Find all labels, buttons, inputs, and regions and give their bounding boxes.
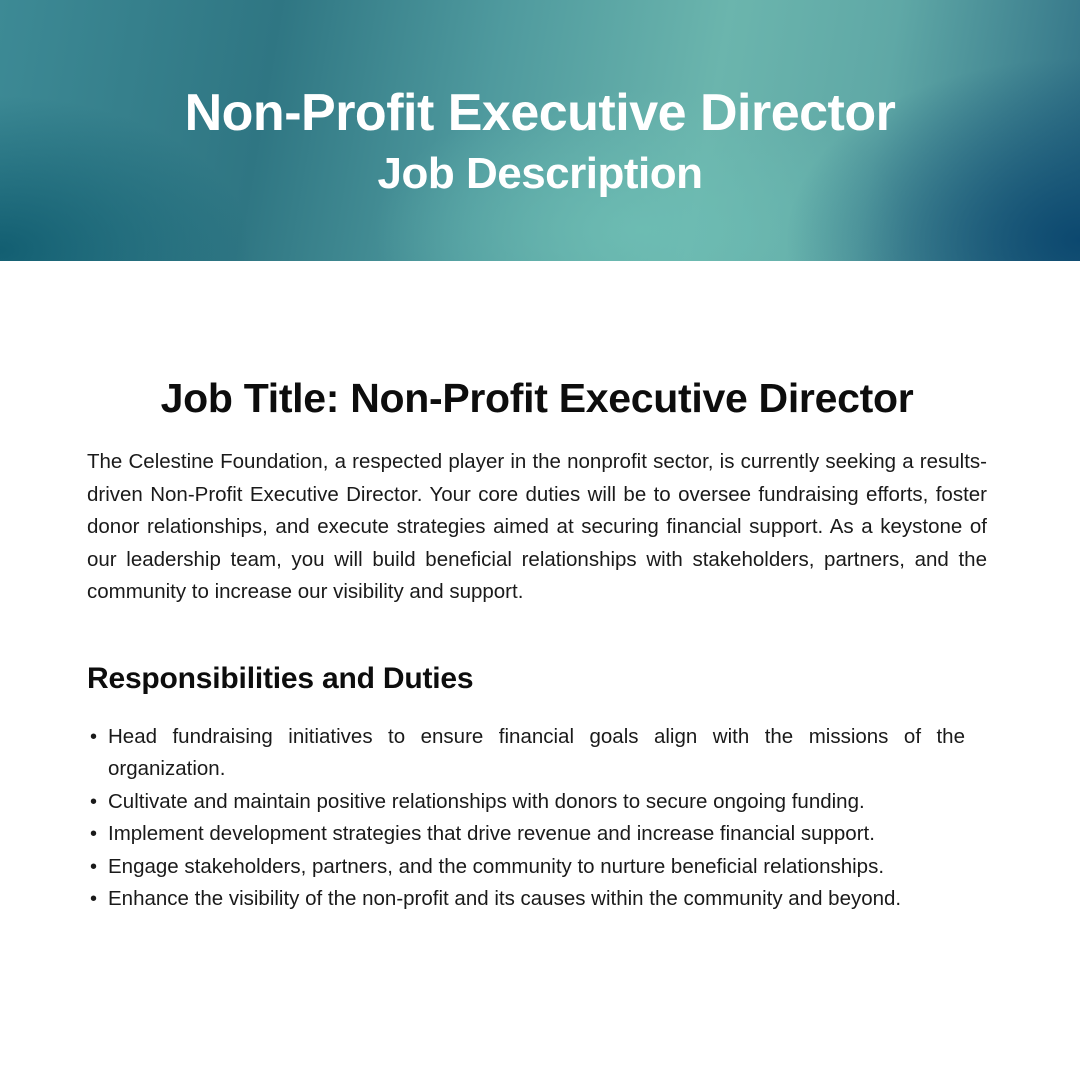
job-title-heading: Job Title: Non-Profit Executive Director xyxy=(160,375,914,421)
list-item-text: Engage stakeholders, partners, and the community to nurture beneficial relationships. xyxy=(108,854,885,878)
document-title: Non-Profit Executive Director xyxy=(184,84,896,142)
intro-paragraph: The Celestine Foundation, a respected player in the nonprofit sector, is currently seeking a results-driven Non-Profit Executive Director. Your core duties will be to oversee fundraising efforts, foster donor relationships, and execute strategies aimed at securing financial support. As a keystone of our leadership team, you will build beneficial relationships with stakeholders, partners, and the community to increase our visibility and support. xyxy=(87,450,987,603)
responsibilities-list xyxy=(87,721,965,916)
bullet-icon: • xyxy=(90,823,98,845)
list-item-text: Implement development strategies that drive revenue and increase financial support. xyxy=(108,822,875,845)
list-item xyxy=(87,721,965,786)
list-item xyxy=(87,818,965,851)
list-item-text: Cultivate and maintain positive relationships with donors to secure ongoing funding. xyxy=(108,789,865,813)
list-item xyxy=(87,851,965,884)
bullet-icon: • xyxy=(90,888,98,910)
bullet-icon: • xyxy=(90,790,98,813)
responsibilities-heading: Responsibilities and Duties xyxy=(87,661,474,695)
list-item-text: Head fundraising initiatives to ensure financial goals align with the missions of the organization. xyxy=(108,724,965,780)
document-subtitle: Job Description xyxy=(377,149,703,198)
list-item xyxy=(87,883,965,916)
bullet-icon: • xyxy=(90,855,98,878)
header-banner xyxy=(0,0,1080,261)
bullet-icon: • xyxy=(90,725,98,748)
list-item-text: Enhance the visibility of the non-profit and its causes within the community and beyond. xyxy=(108,887,902,910)
document-body xyxy=(87,370,987,916)
list-item xyxy=(87,786,965,819)
